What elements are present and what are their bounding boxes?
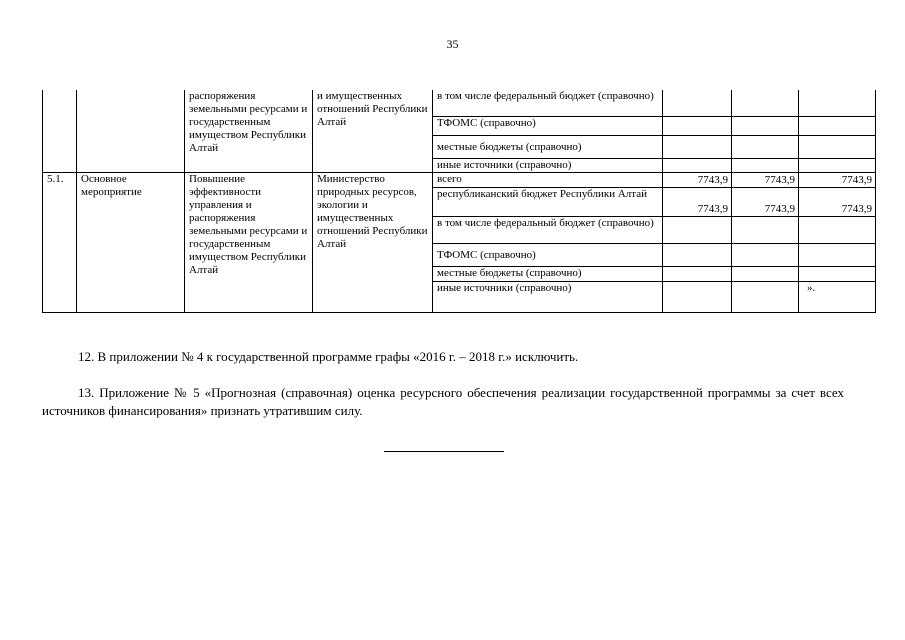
row-number: 5.1. (43, 173, 77, 313)
value-cell (799, 217, 876, 244)
value-cell: 7743,9 (799, 188, 876, 217)
value-cell (799, 136, 876, 159)
funding-source: в том числе федеральный бюджет (справочно) (433, 90, 663, 117)
value-cell (663, 159, 732, 173)
value-cell (732, 267, 799, 282)
value-cell (663, 90, 732, 117)
value-cell (663, 282, 732, 313)
value-cell: ». (799, 282, 876, 313)
divider-line (384, 451, 504, 452)
value-cell: 7743,9 (663, 188, 732, 217)
executor: Министерство природных ресурсов, экологии и имущественных отношений Республики Алтай (313, 173, 433, 313)
value-cell (663, 136, 732, 159)
funding-source: республиканский бюджет Республики Алтай (433, 188, 663, 217)
value-cell (732, 90, 799, 117)
funding-source: местные бюджеты (справочно) (433, 136, 663, 159)
funding-source: ТФОМС (справочно) (433, 117, 663, 136)
value-cell (663, 267, 732, 282)
executor: и имущественных отношений Республики Алтай (313, 90, 433, 173)
value-cell: 7743,9 (732, 173, 799, 188)
measure-goal: Повышение эффективности управления и распоряжения земельными ресурсами и государственным имуществом Республики Алтай (185, 173, 313, 313)
value-cell (732, 136, 799, 159)
paragraph-13: 13. Приложение № 5 «Прогнозная (справочная) оценка ресурсного обеспечения реализации государственной программы за счет всех источников финансирования» признать утратившим силу. (42, 385, 844, 418)
row-number (43, 90, 77, 173)
value-cell (663, 217, 732, 244)
funding-source: в том числе федеральный бюджет (справочно) (433, 217, 663, 244)
table-row (43, 90, 876, 117)
budget-table (42, 90, 876, 313)
funding-source: иные источники (справочно) (433, 159, 663, 173)
paragraph-12: 12. В приложении № 4 к государственной программе графы «2016 г. – 2018 г.» исключить. (78, 349, 579, 364)
value-cell (663, 244, 732, 267)
measure-goal: распоряжения земельными ресурсами и государственным имуществом Республики Алтай (185, 90, 313, 173)
value-cell (799, 117, 876, 136)
page-number: 35 (446, 37, 459, 51)
funding-source: иные источники (справочно) (433, 282, 663, 313)
value-cell: 7743,9 (732, 188, 799, 217)
value-cell (799, 159, 876, 173)
value-cell (732, 217, 799, 244)
value-cell (732, 282, 799, 313)
value-cell (799, 267, 876, 282)
value-cell (663, 117, 732, 136)
table-row (43, 173, 876, 188)
value-cell (732, 159, 799, 173)
value-cell (732, 244, 799, 267)
funding-source: всего (433, 173, 663, 188)
funding-source: местные бюджеты (справочно) (433, 267, 663, 282)
measure-name (77, 90, 185, 173)
value-cell: 7743,9 (663, 173, 732, 188)
value-cell (799, 244, 876, 267)
value-cell: 7743,9 (799, 173, 876, 188)
funding-source: ТФОМС (справочно) (433, 244, 663, 267)
value-cell (799, 90, 876, 117)
measure-name: Основное мероприятие (77, 173, 185, 313)
value-cell (732, 117, 799, 136)
